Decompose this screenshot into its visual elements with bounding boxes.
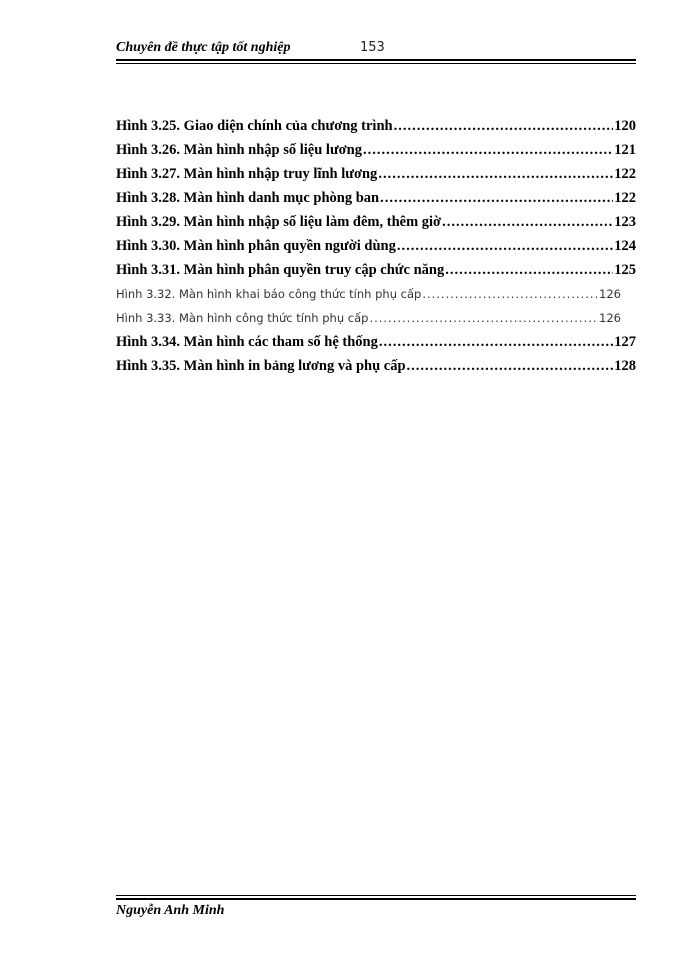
toc-entry-page: 123	[614, 214, 636, 230]
toc-entry-page: 127	[614, 334, 636, 350]
header-rule-thin	[116, 63, 636, 64]
toc-entry-page: 122	[614, 166, 636, 182]
toc-entry-page: 122	[614, 190, 636, 206]
toc-entry	[116, 330, 636, 354]
toc-entry-title: Hình 3.35. Màn hình in bảng lương và phụ cấp	[116, 358, 406, 374]
toc-leader-dots	[363, 138, 613, 162]
toc-leader-dots	[380, 186, 613, 210]
header-rule-thick	[116, 59, 636, 61]
toc-entry	[116, 234, 636, 258]
toc-leader-dots	[422, 282, 598, 306]
toc-entry-title: Hình 3.31. Màn hình phân quyền truy cập chức năng	[116, 262, 445, 278]
toc-leader-dots	[394, 114, 614, 138]
toc-entry-page: 125	[614, 262, 636, 278]
footer-author: Nguyễn Anh Minh	[116, 903, 225, 918]
toc-entry-title: Hình 3.25. Giao diện chính của chương trình	[116, 118, 393, 134]
toc-entry-page: 128	[614, 358, 636, 374]
toc-entry	[116, 114, 636, 138]
header-page-number: 153	[360, 40, 385, 55]
toc-entry	[116, 354, 636, 378]
toc-leader-dots	[397, 234, 613, 258]
toc-entry	[116, 138, 636, 162]
table-of-figures	[116, 114, 636, 378]
toc-entry-page: 126	[599, 287, 621, 301]
toc-leader-dots	[369, 306, 598, 330]
toc-entry-title: Hình 3.28. Màn hình danh mục phòng ban	[116, 190, 380, 206]
toc-entry-page: 126	[599, 311, 621, 325]
toc-entry-title: Hình 3.26. Màn hình nhập số liệu lương	[116, 142, 362, 158]
toc-entry-title: Hình 3.34. Màn hình các tham số hệ thống	[116, 334, 378, 350]
toc-entry-page: 124	[614, 238, 636, 254]
toc-entry	[116, 162, 636, 186]
toc-entry	[116, 306, 621, 330]
header-title: Chuyên đề thực tập tốt nghiệp	[116, 40, 291, 55]
toc-entry	[116, 282, 621, 306]
toc-leader-dots	[407, 354, 614, 378]
footer-rule-thick	[116, 898, 636, 900]
toc-leader-dots	[379, 330, 613, 354]
toc-leader-dots	[442, 210, 613, 234]
toc-entry-page: 121	[614, 142, 636, 158]
toc-entry-title: Hình 3.29. Màn hình nhập số liệu làm đêm, thêm giờ	[116, 214, 442, 230]
footer-rule-thin	[116, 895, 636, 896]
toc-leader-dots	[445, 258, 613, 282]
toc-leader-dots	[378, 162, 613, 186]
toc-entry-page: 120	[614, 118, 636, 134]
page-header	[116, 38, 636, 58]
toc-entry-title: Hình 3.33. Màn hình công thức tính phụ cấp	[116, 311, 369, 325]
toc-entry	[116, 258, 636, 282]
toc-entry	[116, 210, 636, 234]
toc-entry	[116, 186, 636, 210]
toc-entry-title: Hình 3.27. Màn hình nhập truy lĩnh lương	[116, 166, 378, 182]
toc-entry-title: Hình 3.32. Màn hình khai báo công thức tính phụ cấp	[116, 287, 422, 301]
toc-entry-title: Hình 3.30. Màn hình phân quyền người dùng	[116, 238, 396, 254]
